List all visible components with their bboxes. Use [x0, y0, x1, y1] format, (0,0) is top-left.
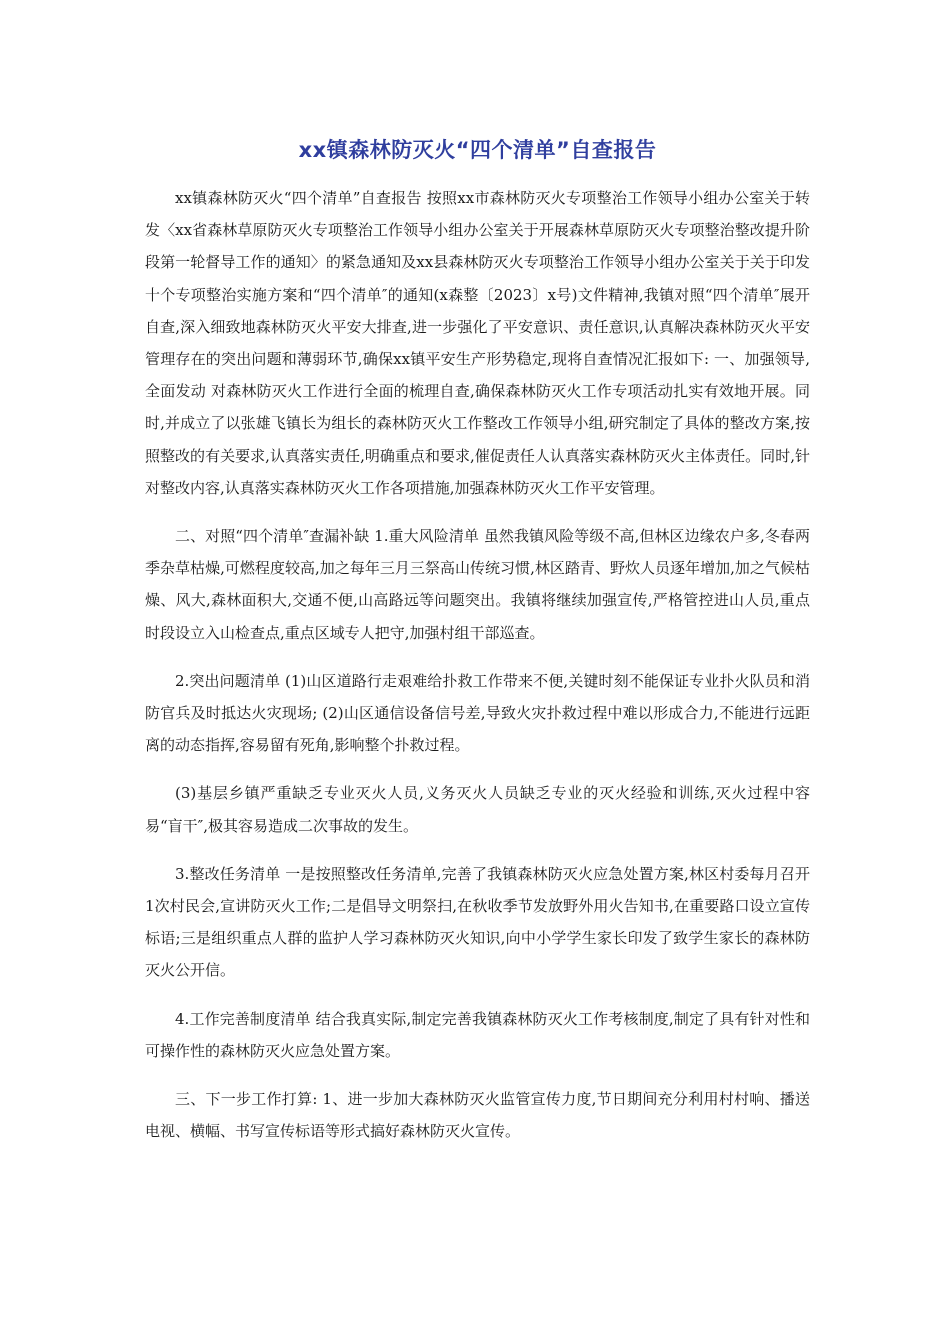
- paragraph: 4.工作完善制度清单 结合我真实际,制定完善我镇森林防灭火工作考核制度,制定了具有针对性和可操作性的森林防灭火应急处置方案。: [145, 1009, 810, 1060]
- paragraph: 3.整改任务清单 一是按照整改任务清单,完善了我镇森林防灭火应急处置方案,林区村委每月召开1次村民会,宣讲防灭火工作;二是倡导文明祭扫,在秋收季节发放野外用火告知书,在重要路口设立宣传标语;三是组织重点人群的监护人学习森林防灭火知识,向中小学学生家长印发了致学生家长的森林防灭火公开信。: [145, 864, 810, 980]
- paragraph: 三、下一步工作打算: 1、进一步加大森林防灭火监管宣传力度,节日期间充分利用村村响、播送电视、横幅、书写宣传标语等形式搞好森林防灭火宣传。: [145, 1090, 810, 1141]
- paragraph: 2.突出问题清单 (1)山区道路行走艰难给扑救工作带来不便,关键时刻不能保证专业扑火队员和消防官兵及时抵达火灾现场; (2)山区通信设备信号差,导致火灾扑救过程中难以形成合力,不能进行远距离的动态指挥,容易留有死角,影响整个扑救过程。: [145, 671, 810, 755]
- document-title: xx镇森林防灭火“四个清单”自查报告: [298, 138, 657, 162]
- paragraph: 二、对照“四个清单″查漏补缺 1.重大风险清单 虽然我镇风险等级不高,但林区边缘农户多,冬春两季杂草枯燥,可燃程度较高,加之每年三月三祭高山传统习惯,林区踏青、野炊人员逐年增加,加之气候枯燥、风大,森林面积大,交通不便,山高路远等问题突出。我镇将继续加强宣传,严格管控进山人员,重点时段设立入山检查点,重点区域专人把守,加强村组干部巡查。: [145, 527, 810, 642]
- document-page: [145, 120, 810, 1163]
- paragraph: xx镇森林防灭火“四个清单”自查报告 按照xx市森林防灭火专项整治工作领导小组办公室关于转发〈xx省森林草原防灭火专项整治工作领导小组办公室关于开展森林草原防灭火专项整治整改提升阶段第一轮督导工作的通知〉的紧急通知及xx县森林防灭火专项整治工作领导小组办公室关于关于印发十个专项整治实施方案和“四个清单″的通知(x森整〔2023〕x号)文件精神,我镇对照“四个清单″展开自查,深入细致地森林防灭火平安大排查,进一步强化了平安意识、责任意识,认真解决森林防灭火平安管理存在的突出问题和薄弱环节,确保xx镇平安生产形势稳定,现将自查情况汇报如下: 一、加强领导,全面发动 对森林防灭火工作进行全面的梳理自查,确保森林防灭火工作专项活动扎实有效地开展。同时,并成立了以张雄飞镇长为组长的森林防灭火工作整改工作领导小组,研究制定了具体的整改方案,按照整改的有关要求,认真落实责任,明确重点和要求,催促责任人认真落实森林防灭火主体责任。同时,针对整改内容,认真落实森林防灭火工作各项措施,加强森林防灭火工作平安管理。: [145, 189, 810, 497]
- paragraph: (3)基层乡镇严重缺乏专业灭火人员,义务灭火人员缺乏专业的灭火经验和训练,灭火过程中容易“盲干″,极其容易造成二次事故的发生。: [145, 784, 810, 835]
